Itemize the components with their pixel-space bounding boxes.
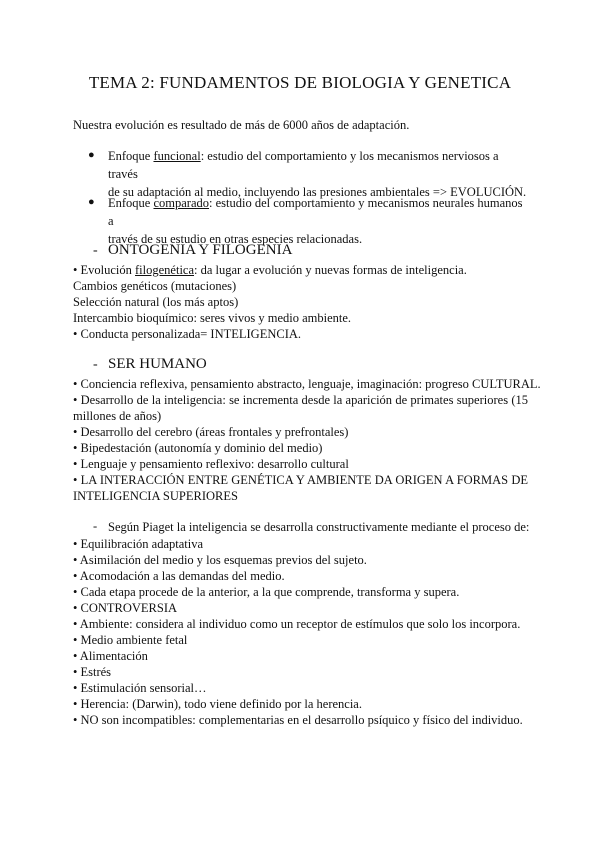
ontogenia-line: Selección natural (los más aptos) xyxy=(73,295,239,309)
text-span: • Evolución xyxy=(73,263,136,277)
piaget-heading: Según Piaget la inteligencia se desarrolla constructivamente mediante el proceso de: xyxy=(108,520,530,534)
humano-caps-paragraph xyxy=(73,472,528,504)
humano-line: • Conciencia reflexiva, pensamiento abstracto, lenguaje, imaginación: progreso CULTURAL. xyxy=(73,377,541,391)
ontogenia-line: • Conducta personalizada= INTELIGENCIA. xyxy=(73,327,302,341)
enfoque-term: comparado xyxy=(153,196,210,210)
intro-text: Nuestra evolución es resultado de más de 6000 años de adaptación. xyxy=(73,118,410,132)
text-line: INTELIGENCIA SUPERIORES xyxy=(73,489,238,503)
piaget-line: • Acomodación a las demandas del medio. xyxy=(73,569,285,583)
enfoque-text-cont: de su adaptación al medio, incluyendo las presiones ambientales => EVOLUCIÓN. xyxy=(108,185,527,199)
text-line: millones de años) xyxy=(73,409,162,423)
dash-marker: - xyxy=(93,357,98,372)
dash-marker: - xyxy=(93,243,98,258)
piaget-line: • Herencia: (Darwin), todo viene definido por la herencia. xyxy=(73,697,362,711)
humano-line: • Lenguaje y pensamiento reflexivo: desarrollo cultural xyxy=(73,457,349,471)
enfoque-text: : estudio del comportamiento y mecanismos neurales humanos a xyxy=(108,196,523,228)
piaget-line: • Alimentación xyxy=(73,649,148,663)
piaget-line: • NO son incompatibles: complementarias en el desarrollo psíquico y físico del individuo. xyxy=(73,713,523,727)
dash-marker: - xyxy=(93,519,98,533)
enfoque-lead: Enfoque xyxy=(108,149,154,163)
humano-line: • Bipedestación (autonomía y dominio del medio) xyxy=(73,441,323,455)
enfoque-text-cont: través de su estudio en otras especies relacionadas. xyxy=(108,232,363,246)
ontogenia-line: Cambios genéticos (mutaciones) xyxy=(73,279,237,293)
piaget-line: • Estimulación sensorial… xyxy=(73,681,207,695)
text-span: : da lugar a evolución y nuevas formas de inteligencia. xyxy=(194,263,467,277)
underlined-term: filogenética xyxy=(135,263,195,277)
page-title: TEMA 2: FUNDAMENTOS DE BIOLOGIA Y GENETICA xyxy=(88,73,512,92)
piaget-line: • CONTROVERSIA xyxy=(73,601,178,615)
section-heading-ontogenia: ONTOGENIA Y FILOGENIA xyxy=(108,242,293,258)
section-heading-humano: SER HUMANO xyxy=(108,356,207,372)
enfoque-comparado xyxy=(108,194,528,248)
ontogenia-line xyxy=(73,262,467,278)
piaget-line: • Equilibración adaptativa xyxy=(73,537,204,551)
text-line: • LA INTERACCIÓN ENTRE GENÉTICA Y AMBIENTE DA ORIGEN A FORMAS DE xyxy=(73,473,528,487)
piaget-line: • Cada etapa procede de la anterior, a la que comprende, transforma y supera. xyxy=(73,585,460,599)
ontogenia-line: Intercambio bioquímico: seres vivos y medio ambiente. xyxy=(73,311,352,325)
bullet-dot-icon: ● xyxy=(88,149,95,161)
piaget-line: • Asimilación del medio y los esquemas previos del sujeto. xyxy=(73,553,367,567)
piaget-line: • Medio ambiente fetal xyxy=(73,633,188,647)
text-line: • Desarrollo de la inteligencia: se incrementa desde la aparición de primates superiores (15 xyxy=(73,393,528,407)
piaget-line: • Ambiente: considera al individuo como un receptor de estímulos que solo los incorpora. xyxy=(73,617,521,631)
bullet-dot-icon: ● xyxy=(88,196,95,208)
humano-line: • Desarrollo del cerebro (áreas frontales y prefrontales) xyxy=(73,425,349,439)
piaget-line: • Estrés xyxy=(73,665,112,679)
enfoque-funcional xyxy=(108,147,528,201)
enfoque-term: funcional xyxy=(153,149,201,163)
enfoque-text: : estudio del comportamiento y los mecanismos nerviosos a través xyxy=(108,149,499,181)
humano-paragraph xyxy=(73,392,528,424)
enfoque-lead: Enfoque xyxy=(108,196,154,210)
